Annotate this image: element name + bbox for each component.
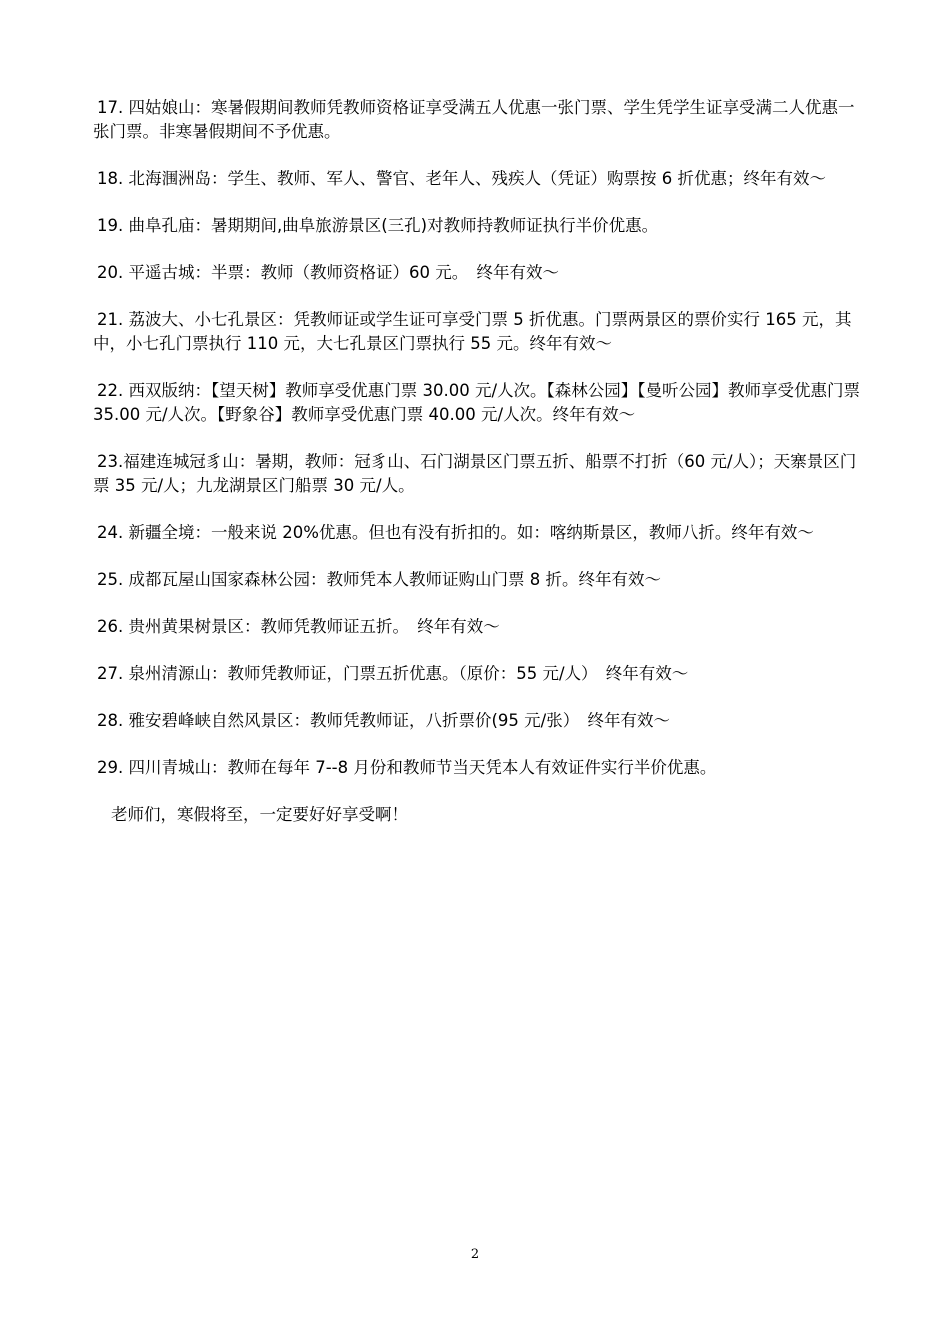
list-item-24: 24. 新疆全境：一般来说 20%优惠。但也有没有折扣的。如：喀纳斯景区，教师八折。终年有效～ — [97, 523, 814, 542]
list-item-27: 27. 泉州清源山：教师凭教师证，门票五折优惠。（原价：55 元/人） 终年有效～ — [97, 664, 689, 683]
list-item-29: 29. 四川青城山：教师在每年 7--8 月份和教师节当天凭本人有效证件实行半价优惠。 — [97, 758, 717, 777]
document-body — [93, 96, 863, 827]
closing-remark: 老师们，寒假将至，一定要好好享受啊！ — [111, 805, 408, 824]
list-item-25: 25. 成都瓦屋山国家森林公园：教师凭本人教师证购山门票 8 折。终年有效～ — [97, 570, 661, 589]
list-item-26: 26. 贵州黄果树景区：教师凭教师证五折。 终年有效～ — [97, 617, 500, 636]
list-item-22: 22. 西双版纳：【望天树】教师享受优惠门票 30.00 元/人次。【森林公园】【曼听公园】教师享受优惠门票 35.00 元/人次。【野象谷】教师享受优惠门票 40.00 元/人次。终年有效～ — [93, 381, 861, 424]
page-number: 2 — [470, 1247, 480, 1262]
list-item-28: 28. 雅安碧峰峡自然风景区：教师凭教师证，八折票价(95 元/张） 终年有效～ — [97, 711, 670, 730]
list-item-17: 17. 四姑娘山：寒暑假期间教师凭教师资格证享受满五人优惠一张门票、学生凭学生证享受满二人优惠一张门票。非寒暑假期间不予优惠。 — [93, 98, 855, 141]
list-item-21: 21. 荔波大、小七孔景区：凭教师证或学生证可享受门票 5 折优惠。门票两景区的票价实行 165 元，其中，小七孔门票执行 110 元，大七孔景区门票执行 55 元。终年有效～ — [93, 310, 852, 353]
list-item-18: 18. 北海涠洲岛：学生、教师、军人、警官、老年人、残疾人（凭证）购票按 6 折优惠；终年有效～ — [97, 169, 826, 188]
list-item-23: 23.福建连城冠豸山：暑期，教师：冠豸山、石门湖景区门票五折、船票不打折（60 元/人）；天寨景区门票 35 元/人；九龙湖景区门船票 30 元/人。 — [93, 452, 857, 495]
list-item-20: 20. 平遥古城：半票：教师（教师资格证）60 元。 终年有效～ — [97, 263, 559, 282]
list-item-19: 19. 曲阜孔庙：暑期期间,曲阜旅游景区(三孔)对教师持教师证执行半价优惠。 — [97, 216, 659, 235]
